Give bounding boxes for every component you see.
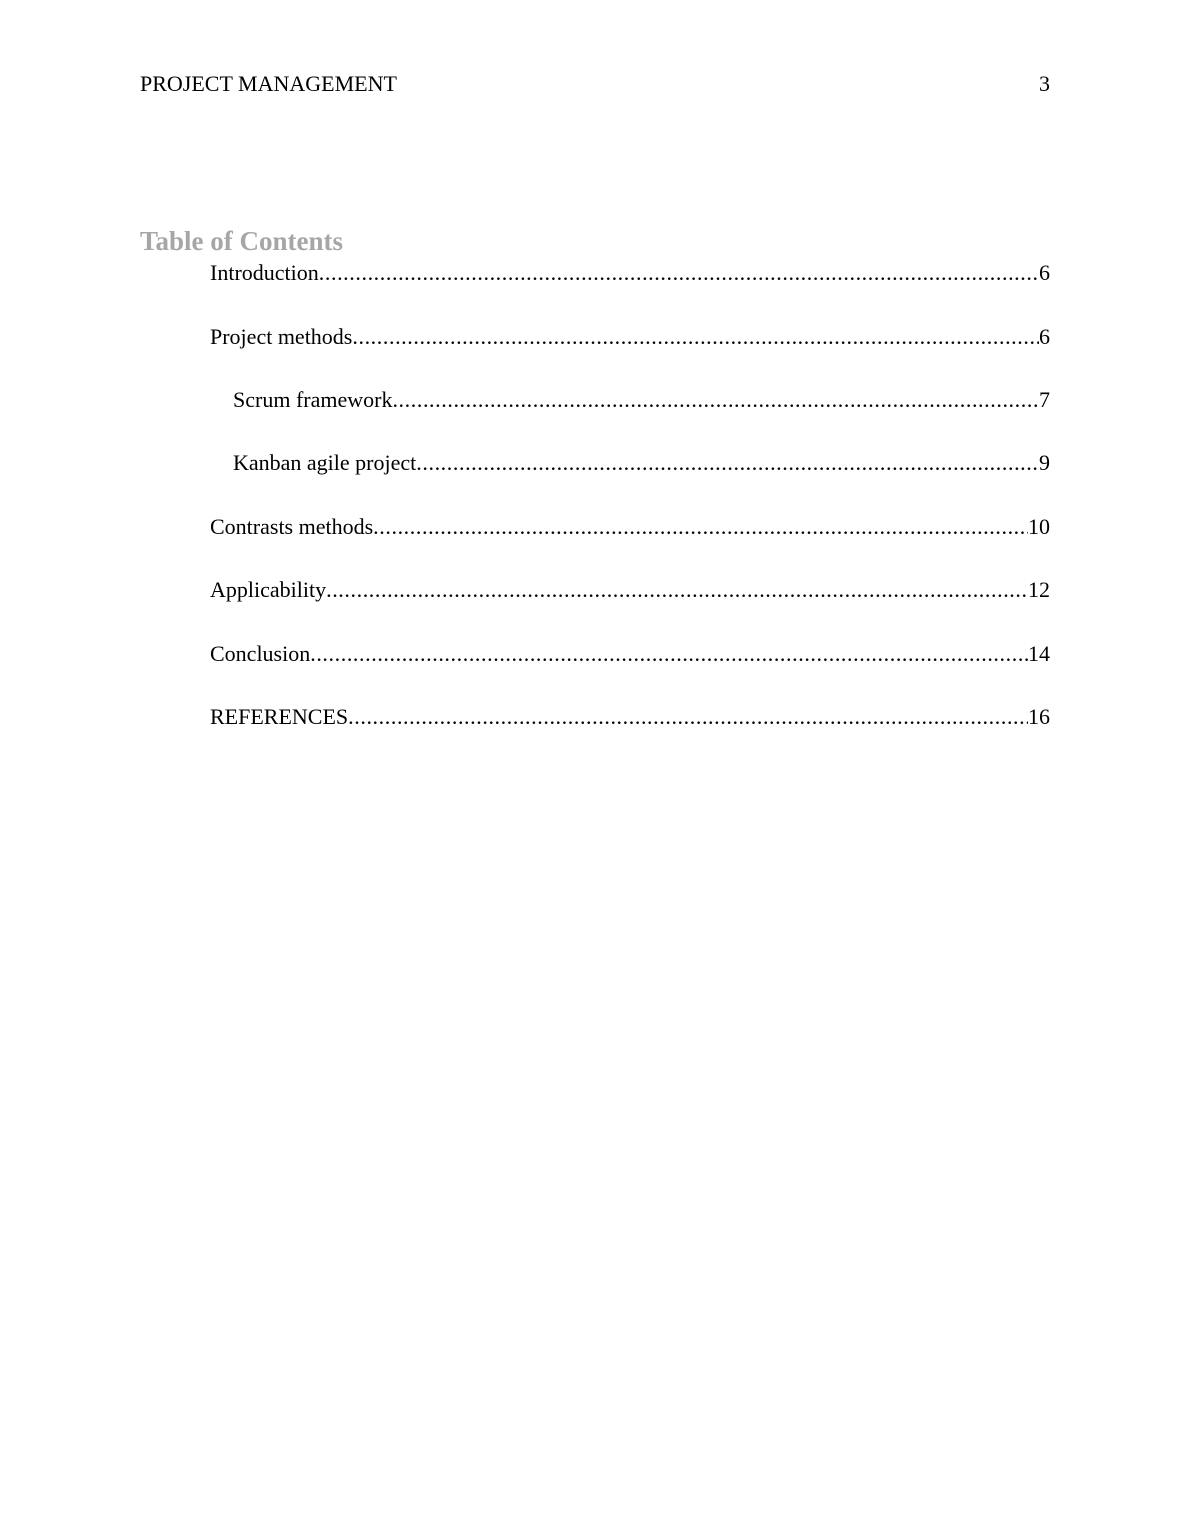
toc-dot-leader: [352, 323, 1039, 351]
toc-entry-page: 14: [1028, 641, 1050, 666]
toc-entry-contrasts-methods[interactable]: [210, 513, 1050, 541]
toc-entry-page: 7: [1039, 387, 1050, 412]
toc-entry-label: Applicability: [210, 577, 327, 602]
toc-entry-scrum-framework[interactable]: [233, 386, 1050, 414]
toc-entry-introduction[interactable]: [210, 259, 1050, 287]
page-number: 3: [1039, 71, 1050, 96]
toc-dot-leader: [416, 449, 1039, 477]
toc-entry-applicability[interactable]: [210, 576, 1050, 604]
toc-dot-leader: [310, 640, 1028, 668]
toc-entry-kanban-agile-project[interactable]: [233, 449, 1050, 477]
toc-entry-project-methods[interactable]: [210, 323, 1050, 351]
toc-entry-label: REFERENCES: [210, 704, 349, 729]
toc-entry-page: 6: [1039, 324, 1050, 349]
toc-entry-page: 16: [1028, 704, 1050, 729]
toc-entry-page: 6: [1039, 260, 1050, 285]
toc-dot-leader: [319, 259, 1039, 287]
toc-entry-label: Scrum framework: [233, 387, 393, 412]
toc-entry-page: 10: [1028, 514, 1050, 539]
toc-entry-conclusion[interactable]: [210, 640, 1050, 668]
toc-entry-label: Kanban agile project: [233, 450, 417, 475]
toc-dot-leader: [373, 513, 1028, 541]
toc-entry-page: 12: [1028, 577, 1050, 602]
toc-dot-leader: [348, 703, 1028, 731]
toc-dot-leader: [392, 386, 1039, 414]
toc-dot-leader: [326, 576, 1028, 604]
running-head: PROJECT MANAGEMENT: [140, 71, 397, 96]
toc-entry-page: 9: [1039, 450, 1050, 475]
toc-entry-label: Conclusion: [210, 641, 311, 666]
toc-entry-label: Introduction: [210, 260, 319, 285]
toc-entry-label: Project methods: [210, 324, 353, 349]
toc-entry-references[interactable]: [210, 703, 1050, 731]
toc-entry-label: Contrasts methods: [210, 514, 374, 539]
toc-heading: Table of Contents: [140, 226, 344, 256]
